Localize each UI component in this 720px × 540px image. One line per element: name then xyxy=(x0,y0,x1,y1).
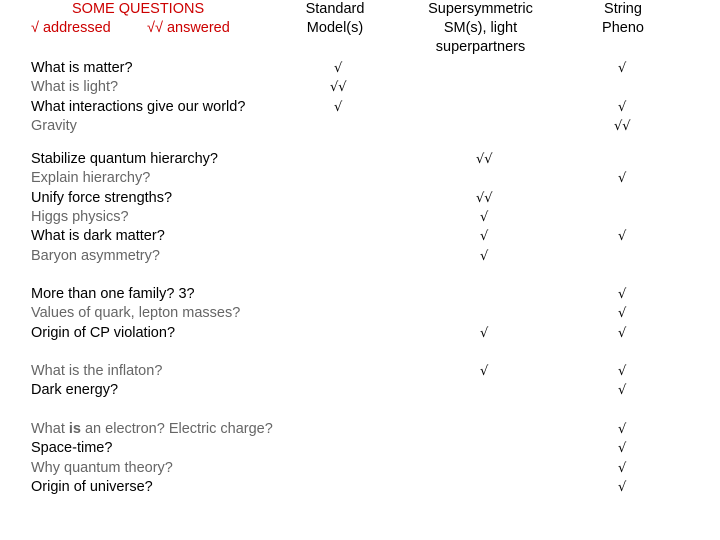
check-mark-susy: √√ xyxy=(476,190,493,206)
question-row xyxy=(31,420,273,439)
check-mark-susy: √ xyxy=(480,229,489,245)
question-text: What xyxy=(31,421,69,437)
question-row: Dark energy? xyxy=(31,382,119,399)
check-mark-string: √ xyxy=(618,364,627,379)
legend-answered: √√ answered xyxy=(147,20,230,36)
check-mark-susy: √ xyxy=(480,325,489,341)
check-mark-string: √ xyxy=(618,441,627,457)
header-standard-model: Standard Model(s) xyxy=(305,1,365,36)
check-mark-susy: √ xyxy=(480,364,489,379)
question-text: an electron? Electric charge? xyxy=(80,421,273,437)
question-row: Gravity xyxy=(31,117,77,134)
check-mark-string: √ xyxy=(618,325,627,341)
check-mark-sm: √√ xyxy=(330,80,347,96)
check-mark-sm: √ xyxy=(334,61,343,76)
question-row: What is dark matter? xyxy=(31,228,165,245)
legend-title: SOME QUESTIONS xyxy=(72,1,205,17)
check-mark-string: √ xyxy=(618,383,627,399)
check-mark-string: √ xyxy=(618,287,627,302)
check-mark-susy: √ xyxy=(480,209,489,225)
question-row: Origin of universe? xyxy=(31,478,153,495)
question-row: Origin of CP violation? xyxy=(31,324,176,341)
question-row: Values of quark, lepton masses? xyxy=(31,305,241,322)
question-row: Higgs physics? xyxy=(31,208,129,225)
question-row: Unify force strengths? xyxy=(31,189,173,206)
check-mark-string: √ xyxy=(618,306,627,322)
question-row: What is the inflaton? xyxy=(31,363,163,379)
question-row: More than one family? 3? xyxy=(31,286,195,302)
question-row: Stabilize quantum hierarchy? xyxy=(31,151,218,167)
question-row: What is matter? xyxy=(31,60,133,76)
legend-addressed: √ addressed xyxy=(31,20,111,36)
question-row: Why quantum theory? xyxy=(31,459,173,476)
check-mark-string: √ xyxy=(618,422,627,437)
question-text-emphasis: is xyxy=(68,421,81,437)
check-mark-string: √√ xyxy=(614,118,631,134)
question-row: Space-time? xyxy=(31,440,113,457)
header-string-pheno: String Pheno xyxy=(602,1,644,36)
check-mark-string: √ xyxy=(618,229,627,245)
question-row: Explain hierarchy? xyxy=(31,170,151,187)
check-mark-string: √ xyxy=(618,61,627,76)
header-supersymmetric: Supersymmetric SM(s), light superpartners xyxy=(428,1,533,55)
question-row: What is light? xyxy=(31,79,119,96)
check-mark-string: √ xyxy=(618,171,627,187)
check-mark-susy: √√ xyxy=(476,152,493,167)
question-row: What interactions give our world? xyxy=(31,98,246,115)
question-row: Baryon asymmetry? xyxy=(31,247,160,264)
check-mark-sm: √ xyxy=(334,99,343,115)
check-mark-susy: √ xyxy=(480,248,489,264)
check-mark-string: √ xyxy=(618,99,627,115)
check-mark-string: √ xyxy=(618,479,627,495)
check-mark-string: √ xyxy=(618,460,627,476)
